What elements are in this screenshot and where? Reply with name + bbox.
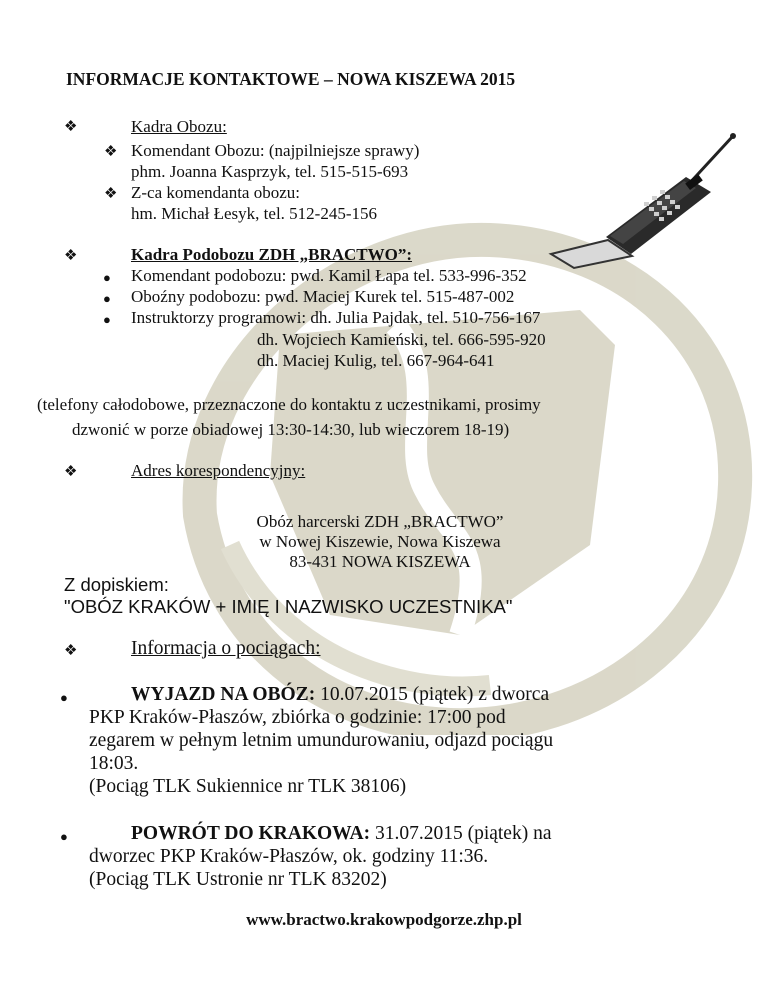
dopisek-label: Z dopiskiem: (64, 574, 169, 595)
zastepca-name: hm. Michał Łesyk, tel. 512-245-156 (131, 204, 377, 223)
dot-bullet-icon: ● (60, 829, 68, 844)
address-line: 83-431 NOWA KISZEWA (289, 552, 471, 571)
dot-bullet-icon: ● (103, 312, 111, 327)
wyjazd-train: (Pociąg TLK Sukiennice nr TLK 38106) (89, 776, 407, 797)
list-item: Komendant podobozu: pwd. Kamil Łapa tel. 533-996-352 (131, 266, 527, 285)
powrot-train: (Pociąg TLK Ustronie nr TLK 83202) (89, 869, 387, 890)
address-line: w Nowej Kiszewie, Nowa Kiszewa (259, 532, 501, 551)
komendant-obozu-label: Komendant Obozu: (najpilniejsze sprawy) (131, 141, 420, 160)
dopisek-value: "OBÓZ KRAKÓW + IMIĘ I NAZWISKO UCZESTNIKA" (64, 596, 513, 617)
powrot-line (131, 823, 552, 845)
list-item: Instruktorzy programowi: dh. Julia Pajdak, tel. 510-756-167 (131, 308, 541, 327)
instructor-line: dh. Wojciech Kamieński, tel. 666-595-920 (257, 330, 546, 349)
kadra-podobozu-heading: Kadra Podobozu ZDH „BRACTWO”: (131, 245, 412, 264)
instructor-line: dh. Maciej Kulig, tel. 667-964-641 (257, 351, 495, 370)
diamond-bullet-icon: ❖ (64, 643, 78, 659)
diamond-bullet-icon: ❖ (104, 186, 118, 202)
zastepca-label: Z-ca komendanta obozu: (131, 183, 300, 202)
diamond-bullet-icon: ❖ (64, 119, 78, 135)
wyjazd-detail: zegarem w pełnym letnim umundurowaniu, odjazd pociągu (89, 730, 554, 751)
wyjazd-date: 10.07.2015 (piątek) z dworca (315, 684, 550, 705)
dot-bullet-icon: ● (103, 270, 111, 285)
phone-note-line: (telefony całodobowe, przeznaczone do kontaktu z uczestnikami, prosimy (37, 395, 541, 414)
wyjazd-label: WYJAZD NA OBÓZ: (131, 684, 316, 705)
powrot-label: POWRÓT DO KRAKOWA: (131, 823, 371, 844)
wyjazd-detail: 18:03. (89, 753, 139, 774)
dot-bullet-icon: ● (103, 291, 111, 306)
pociagi-heading: Informacja o pociągach: (131, 638, 321, 659)
wyjazd-detail: PKP Kraków-Płaszów, zbiórka o godzinie: 17:00 pod (89, 707, 506, 728)
address-line: Obóz harcerski ZDH „BRACTWO” (256, 512, 504, 531)
adres-heading: Adres korespondencyjny: (131, 461, 306, 480)
wyjazd-line (131, 684, 549, 706)
footer-website-link[interactable]: www.bractwo.krakowpodgorze.zhp.pl (246, 910, 522, 929)
powrot-detail: dworzec PKP Kraków-Płaszów, ok. godziny 11:36. (89, 846, 489, 867)
dot-bullet-icon: ● (60, 690, 68, 705)
diamond-bullet-icon: ❖ (64, 464, 78, 480)
diamond-bullet-icon: ❖ (104, 144, 118, 160)
list-item: Oboźny podobozu: pwd. Maciej Kurek tel. 515-487-002 (131, 287, 515, 306)
mobile-phone-image (546, 132, 746, 272)
komendant-obozu-name: phm. Joanna Kasprzyk, tel. 515-515-693 (131, 162, 409, 181)
powrot-date: 31.07.2015 (piątek) na (370, 823, 552, 844)
diamond-bullet-icon: ❖ (64, 248, 78, 264)
phone-note-line: dzwonić w porze obiadowej 13:30-14:30, lub wieczorem 18-19) (72, 420, 510, 439)
kadra-obozu-heading: Kadra Obozu: (131, 117, 227, 136)
page-title: INFORMACJE KONTAKTOWE – NOWA KISZEWA 2015 (66, 69, 516, 89)
